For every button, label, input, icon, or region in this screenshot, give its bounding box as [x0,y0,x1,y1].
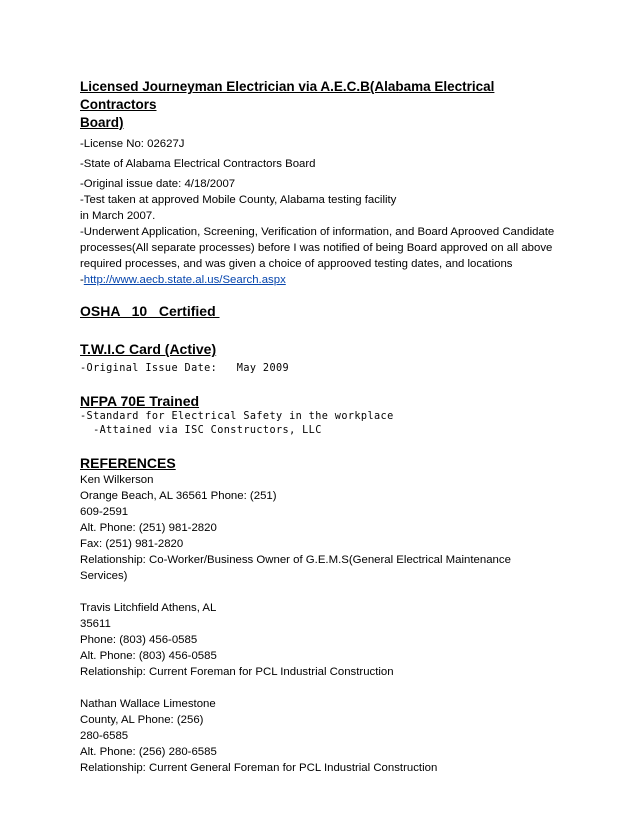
reference-travis-litchfield [80,600,550,680]
twic-issue-date: -Original Issue Date: May 2009 [80,363,290,374]
reference-line: Relationship: Co-Worker/Business Owner of G.E.M.S(General Electrical Maintenance [80,554,511,566]
reference-line: Alt. Phone: (251) 981-2820 [80,522,217,534]
reference-line: Alt. Phone: (803) 456-0585 [80,650,217,662]
reference-nathan-wallace [80,696,550,776]
license-test-location: -Test taken at approved Mobile County, Alabama testing facility [80,194,397,206]
nfpa-attained-line: -Attained via ISC Constructors, LLC [80,425,322,436]
osha-heading: OSHA 10 Certified [80,303,220,319]
reference-line: Relationship: Current Foreman for PCL Industrial Construction [80,666,394,678]
reference-line: Orange Beach, AL 36561 Phone: (251) [80,490,277,502]
reference-line: County, AL Phone: (256) [80,714,204,726]
nfpa-section [80,392,550,438]
reference-line: Ken Wilkerson [80,474,154,486]
reference-line: Travis Litchfield Athens, AL [80,602,217,614]
license-heading-line-2: Board) [80,115,124,130]
reference-line: Phone: (803) 456-0585 [80,634,198,646]
license-section [80,78,555,288]
reference-line: Services) [80,570,128,582]
reference-line: Alt. Phone: (256) 280-6585 [80,746,217,758]
license-test-date: in March 2007. [80,210,156,222]
license-link-prefix: - [80,274,84,286]
license-issue-date: -Original issue date: 4/18/2007 [80,178,236,190]
reference-line: 35611 [80,618,111,630]
license-heading-line-1: Licensed Journeyman Electrician via A.E.C.B(Alabama Electrical Contractors [80,79,495,112]
reference-line: 609-2591 [80,506,129,518]
osha-section [80,302,550,320]
resume-page [80,78,555,776]
reference-ken-wilkerson [80,472,550,584]
license-process-line-2: processes(All separate processes) before I was notified of being Board approved on all above [80,242,553,254]
reference-line: Fax: (251) 981-2820 [80,538,184,550]
license-heading [80,78,550,132]
twic-heading: T.W.I.C Card (Active) [80,341,217,357]
aecb-search-link[interactable]: http://www.aecb.state.al.us/Search.aspx [83,274,286,286]
license-number: -License No: 02627J [80,138,185,150]
license-link-line [80,272,550,288]
nfpa-heading: NFPA 70E Trained [80,393,200,409]
license-process-line-3: required processes, and was given a choice of approoved testing dates, and locations [80,258,513,270]
references-section [80,454,550,776]
reference-line: Relationship: Current General Foreman for PCL Industrial Construction [80,762,438,774]
nfpa-standard-line: -Standard for Electrical Safety in the workplace [80,411,394,422]
reference-line: 280-6585 [80,730,129,742]
twic-section [80,340,550,376]
references-heading: REFERENCES [80,455,176,471]
license-process-line-1: -Underwent Application, Screening, Verification of information, and Board Aprooved Candidate [80,226,555,238]
license-board: -State of Alabama Electrical Contractors Board [80,158,316,170]
reference-line: Nathan Wallace Limestone [80,698,216,710]
